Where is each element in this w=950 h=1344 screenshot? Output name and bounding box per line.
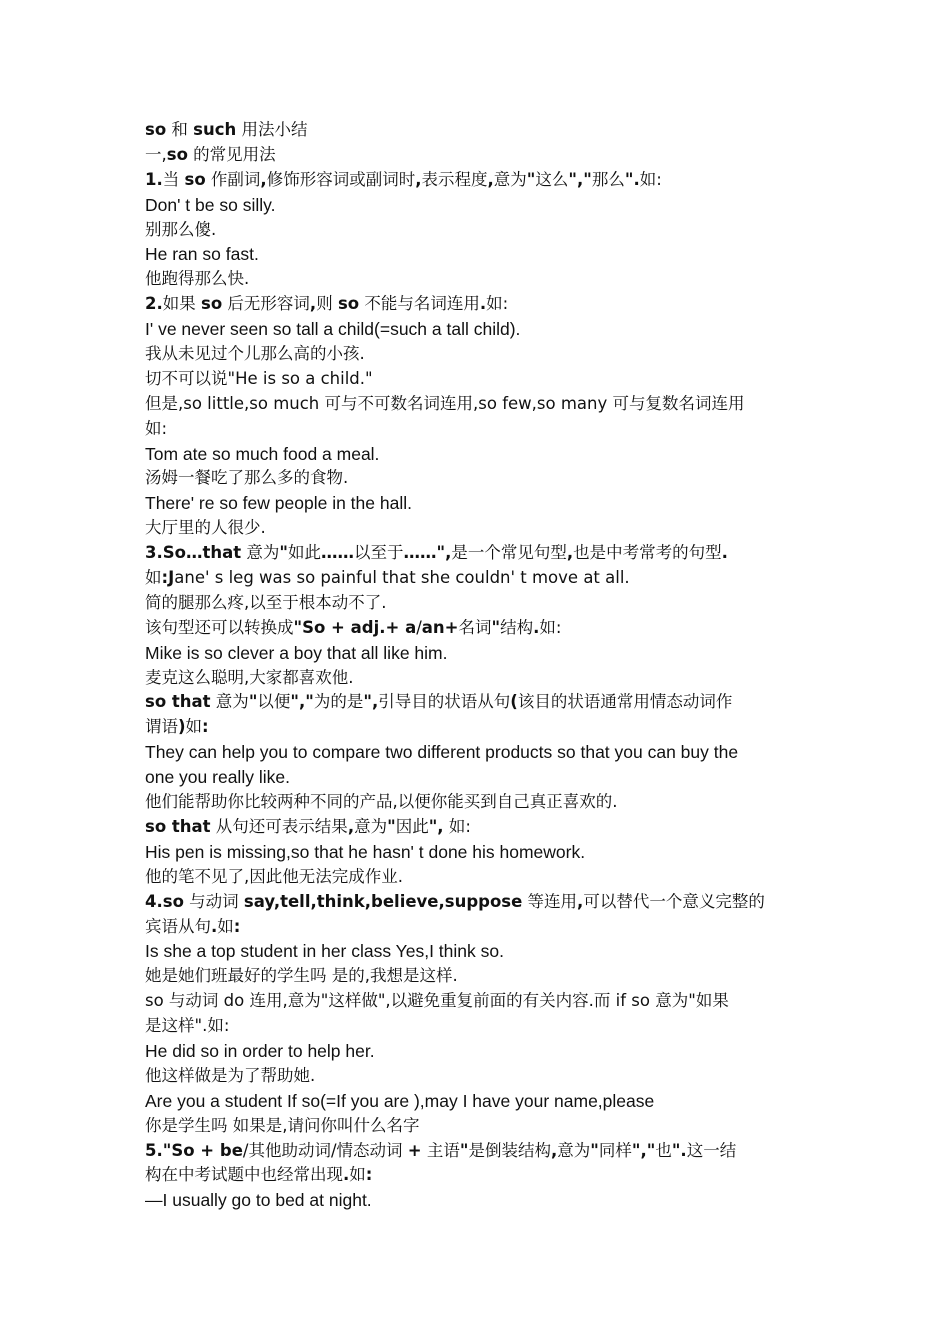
text-segment: 因此 — [395, 816, 429, 836]
text-segment: so — [145, 120, 167, 139]
text-segment: , — [577, 891, 584, 911]
text-segment: 从句还可表示结果 — [210, 816, 348, 836]
text-segment: Is she a top student in her class Yes,I think so. — [145, 941, 504, 962]
text-segment: 如果 — [162, 294, 201, 314]
text-segment: : — [233, 916, 241, 936]
text-segment: 后无形容词 — [222, 294, 310, 314]
text-line — [145, 1163, 805, 1188]
text-segment: 作副词 — [205, 169, 261, 189]
text-line — [145, 242, 805, 267]
text-segment: 意为 — [354, 816, 388, 836]
text-segment: so that — [145, 692, 211, 712]
text-segment: . — [211, 916, 218, 936]
text-segment: 一, — [145, 144, 167, 164]
text-segment: 切不可以说"He is so a child." — [145, 368, 373, 388]
text-line — [145, 317, 805, 342]
text-segment: He did so in order to help her. — [145, 1040, 375, 1061]
text-line — [145, 591, 805, 616]
text-segment: 意为 — [210, 692, 249, 712]
text-segment: I' ve never seen so tall a child(=such a tall child). — [145, 319, 521, 340]
text-line — [145, 1188, 805, 1213]
text-line — [145, 964, 805, 989]
text-line — [145, 915, 805, 940]
text-segment: 引导目的状语从句 — [378, 692, 511, 712]
text-segment: 则 — [316, 294, 338, 314]
text-segment: 别那么傻. — [145, 219, 217, 239]
text-segment: + — [407, 1140, 422, 1160]
text-segment: such — [193, 120, 237, 139]
text-segment: ". — [671, 1140, 687, 1160]
text-line — [145, 267, 805, 292]
text-segment: , — [347, 816, 355, 836]
text-segment: 但是,so little,so much 可与不可数名词连用,so few,so many 可与复数名词连用 — [145, 393, 745, 413]
text-segment: " — [526, 169, 536, 189]
text-segment: 这么 — [535, 169, 569, 189]
text-line — [145, 118, 805, 143]
text-segment: 同样 — [598, 1140, 632, 1160]
text-segment: " — [248, 692, 258, 712]
text-segment: ane' s leg was so painful that she couldn' t move at all. — [174, 568, 630, 588]
text-segment: 该句型还可以转换成 — [145, 617, 294, 637]
text-segment: 可以替代一个意义完整的 — [583, 891, 765, 911]
text-segment: 是这样".如: — [145, 1016, 230, 1036]
text-segment: , — [415, 169, 422, 189]
text-segment: 和 — [166, 120, 194, 139]
text-segment: ", — [428, 816, 444, 836]
text-line — [145, 541, 805, 566]
text-segment: 如: — [486, 294, 509, 314]
text-segment: : — [202, 717, 209, 737]
text-segment: 如 — [185, 717, 203, 737]
text-segment: so that — [145, 816, 211, 836]
text-segment: 4.so — [145, 891, 184, 911]
text-segment: 他们能帮助你比较两种不同的产品,以便你能买到自己真正喜欢的. — [145, 792, 618, 812]
text-segment: 麦克这么聪明,大家都喜欢他. — [145, 667, 354, 687]
text-segment: 名词 — [458, 617, 492, 637]
text-line — [145, 666, 805, 691]
text-segment: 他跑得那么快. — [145, 269, 250, 289]
text-line — [145, 1089, 805, 1114]
text-segment: 是倒装结构 — [468, 1140, 551, 1160]
text-segment: ", — [363, 692, 379, 712]
text-line — [145, 566, 805, 591]
text-segment: 结构 — [500, 617, 534, 637]
text-segment: so — [184, 169, 206, 189]
text-segment: so — [201, 294, 223, 314]
text-segment: 也 — [655, 1140, 672, 1160]
text-line — [145, 466, 805, 491]
text-line — [145, 815, 805, 840]
text-segment: , — [550, 1140, 558, 1160]
text-line — [145, 840, 805, 865]
text-segment: 宾语从句 — [145, 916, 211, 936]
text-segment: …… — [320, 543, 354, 563]
text-line — [145, 1039, 805, 1064]
text-line — [145, 392, 805, 417]
text-segment: 你是学生吗 如果是,请问你叫什么名字 — [145, 1115, 420, 1135]
text-line — [145, 765, 805, 790]
text-line — [145, 690, 805, 715]
text-line — [145, 417, 805, 442]
text-line — [145, 193, 805, 218]
text-segment: 我从未见过个儿那么高的小孩. — [145, 344, 365, 364]
text-segment: . — [533, 617, 540, 637]
text-line — [145, 168, 805, 193]
text-segment: "," — [631, 1140, 656, 1160]
text-segment: 用法小结 — [236, 120, 308, 139]
text-segment: one you really like. — [145, 767, 290, 788]
text-segment: " — [387, 816, 396, 836]
text-segment: 以至于 — [353, 543, 404, 563]
text-segment: 如 — [145, 568, 162, 588]
text-segment: . — [343, 1165, 350, 1185]
text-segment: 1. — [145, 169, 163, 189]
text-line — [145, 939, 805, 964]
text-segment: 这一结 — [686, 1140, 737, 1160]
text-line — [145, 616, 805, 641]
text-segment: say,tell,think,believe,suppose — [243, 891, 523, 911]
text-segment: , — [309, 294, 317, 314]
text-segment: "," — [568, 169, 592, 189]
text-segment: 修饰形容词或副词时 — [266, 169, 416, 189]
text-segment: 主语 — [421, 1140, 460, 1160]
text-segment: 表示程度 — [421, 169, 488, 189]
text-line — [145, 790, 805, 815]
text-segment: :J — [161, 568, 175, 588]
text-segment: " — [279, 543, 288, 563]
text-segment: 他的笔不见了,因此他无法完成作业. — [145, 866, 403, 886]
text-line — [145, 641, 805, 666]
text-segment: 构在中考试题中也经常出现 — [145, 1165, 343, 1185]
text-segment: 如 — [349, 1165, 366, 1185]
document-body — [145, 118, 805, 1213]
text-segment: so 与动词 do 连用,意为"这样做",以避免重复前面的有关内容.而 if so 意为"如果 — [145, 991, 729, 1011]
text-line — [145, 865, 805, 890]
text-segment: Don' t be so silly. — [145, 194, 276, 215]
text-line — [145, 715, 805, 740]
text-segment: 如: — [145, 418, 168, 438]
text-segment: 简的腿那么疼,以至于根本动不了. — [145, 592, 387, 612]
text-segment: 那么 — [591, 169, 625, 189]
text-segment: so — [337, 294, 360, 314]
text-segment: ". — [624, 169, 640, 189]
text-segment: 2. — [145, 294, 163, 314]
text-segment: 意为 — [241, 543, 280, 563]
text-line — [145, 890, 805, 915]
text-segment: " — [590, 1140, 599, 1160]
text-segment: ) — [178, 717, 186, 737]
text-segment: , — [487, 169, 494, 189]
text-segment: , — [566, 543, 574, 563]
text-segment: so — [166, 144, 188, 164]
text-line — [145, 1064, 805, 1089]
text-segment: 等连用 — [522, 891, 578, 911]
text-segment: , — [260, 169, 267, 189]
text-segment: —I usually go to bed at night. — [145, 1190, 372, 1211]
text-segment: "," — [290, 692, 314, 712]
text-segment: 意为 — [557, 1140, 591, 1160]
text-segment: an+ — [421, 617, 459, 637]
text-line — [145, 442, 805, 467]
text-segment: 当 — [162, 169, 185, 189]
text-segment: 如此 — [287, 543, 321, 563]
text-segment: : — [365, 1165, 373, 1185]
text-segment: His pen is missing,so that he hasn' t done his homework. — [145, 841, 586, 862]
text-segment: 该目的状语通常用情态动词作 — [517, 692, 733, 712]
text-line — [145, 516, 805, 541]
text-segment: Mike is so clever a boy that all like him. — [145, 642, 448, 663]
text-line — [145, 491, 805, 516]
text-segment: 为的是 — [313, 692, 364, 712]
text-line — [145, 1014, 805, 1039]
text-segment: 5."So + be — [145, 1140, 243, 1160]
text-segment: 如: — [539, 617, 562, 637]
text-segment: 也是中考常考的句型 — [573, 543, 722, 563]
text-segment: "So + adj.+ a — [293, 617, 417, 637]
text-segment: " — [491, 617, 501, 637]
text-segment: 的常见用法 — [187, 144, 276, 164]
text-segment: There' re so few people in the hall. — [145, 493, 412, 514]
text-line — [145, 367, 805, 392]
text-segment: " — [459, 1140, 469, 1160]
text-segment: 大厅里的人很少. — [145, 518, 266, 538]
text-segment: 如 — [217, 916, 234, 936]
text-segment: 不能与名词连用 — [359, 294, 480, 314]
text-segment: 谓语 — [145, 717, 178, 737]
text-segment: . — [721, 543, 728, 563]
text-segment: 他这样做是为了帮助她. — [145, 1065, 316, 1085]
text-line — [145, 143, 805, 168]
text-segment: 3.So…that — [145, 543, 242, 563]
text-segment: They can help you to compare two different products so that you can buy the — [145, 742, 739, 763]
text-segment: 她是她们班最好的学生吗 是的,我想是这样. — [145, 966, 458, 986]
text-segment: . — [479, 294, 487, 314]
text-segment: 如: — [639, 169, 662, 189]
text-segment: 与动词 — [183, 891, 244, 911]
text-segment: 汤姆一餐吃了那么多的食物. — [145, 468, 349, 488]
text-segment: Tom ate so much food a meal. — [145, 443, 380, 464]
text-segment: / — [416, 617, 422, 637]
text-line — [145, 989, 805, 1014]
text-line — [145, 1114, 805, 1139]
text-segment: /其他助动词/情态动词 — [242, 1140, 408, 1160]
text-line — [145, 292, 805, 317]
text-segment: Are you a student If so(=If you are ),may I have your name,please — [145, 1090, 655, 1111]
text-segment: 是一个常见句型 — [451, 543, 567, 563]
text-line — [145, 218, 805, 243]
text-segment: 如: — [443, 816, 471, 836]
text-segment: ( — [510, 692, 518, 712]
text-line — [145, 342, 805, 367]
text-segment: ……", — [403, 543, 452, 563]
text-segment: 以便 — [257, 692, 291, 712]
text-segment: He ran so fast. — [145, 244, 259, 265]
text-segment: 意为 — [493, 169, 527, 189]
text-line — [145, 740, 805, 765]
text-line — [145, 1139, 805, 1164]
